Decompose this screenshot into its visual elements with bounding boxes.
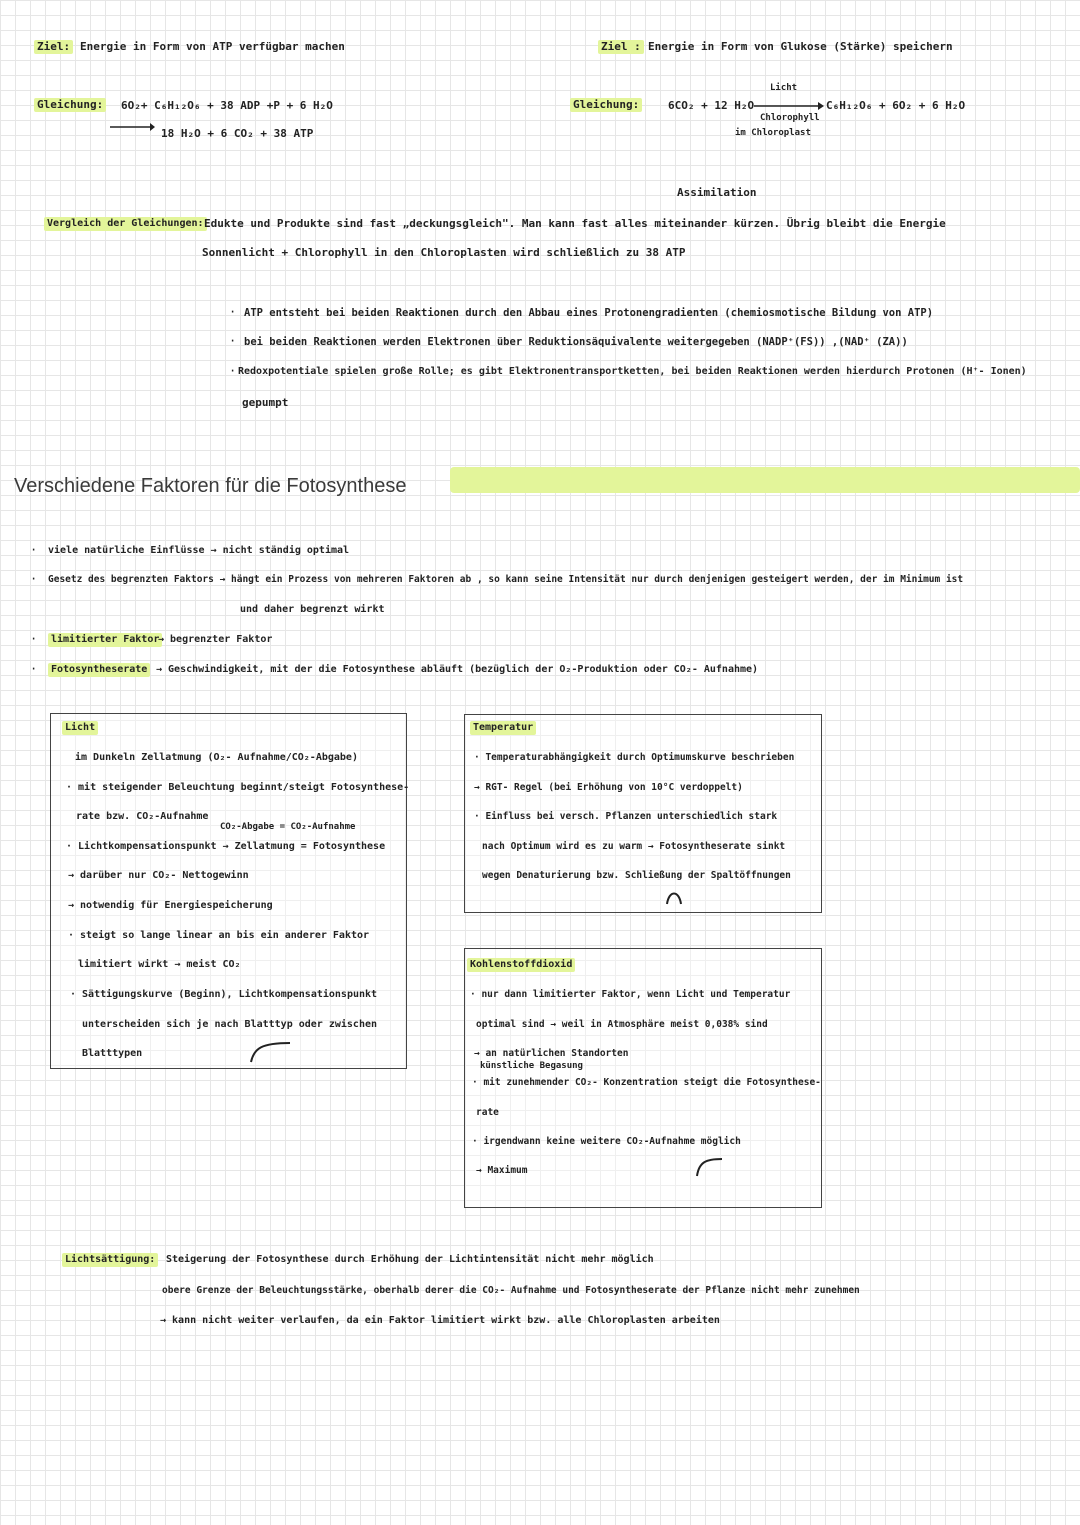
licht-line-7: · steigt so lange linear an bis ein anderer Faktor	[68, 930, 370, 941]
equation-below-chloroplast: im Chloroplast	[735, 128, 811, 138]
optimum-curve-icon	[664, 888, 684, 906]
fotosyntheserate-label: Fotosyntheserate	[48, 663, 150, 677]
gleichung-label-right: Gleichung:	[570, 98, 642, 112]
section-heading: Verschiedene Faktoren für die Fotosynthese	[14, 475, 407, 497]
bullet-top-3-cont: gepumpt	[242, 396, 289, 409]
co2-line-3: → an natürlichen Standorten	[474, 1048, 629, 1059]
co2-line-1: · nur dann limitierter Faktor, wenn Licht und Temperatur	[470, 989, 791, 1000]
vergleich-label: Vergleich der Gleichungen:	[44, 217, 207, 231]
bullet-top-2: bei beiden Reaktionen werden Elektronen über Reduktionsäquivalente weitergegeben (NADP⁺(FS)) ,(NAD⁺ (ZA))	[244, 336, 908, 348]
ziel-text-right: Energie in Form von Glukose (Stärke) speichern	[648, 40, 953, 53]
licht-small-note: CO₂-Abgabe = CO₂-Aufnahme	[220, 822, 356, 832]
licht-line-10: unterscheiden sich je nach Blatttyp oder zwischen	[82, 1019, 378, 1030]
limitierter-faktor-label: limitierter Faktor	[48, 633, 162, 647]
bullet-dot-icon: ·	[229, 334, 237, 348]
bullet-dot-icon: ·	[229, 364, 237, 378]
licht-line-2: · mit steigender Beleuchtung beginnt/steigt Fotosynthese-	[66, 782, 410, 793]
factor-line-1: viele natürliche Einflüsse → nicht ständig optimal	[48, 545, 350, 556]
limitierter-faktor-text: → begrenzter Faktor	[158, 634, 273, 645]
equation-right-right: C₆H₁₂O₆ + 6O₂ + 6 H₂O	[826, 99, 966, 112]
ziel-label-left: Ziel:	[34, 40, 73, 54]
temp-line-2: → RGT- Regel (bei Erhöhung von 10°C verdoppelt)	[474, 782, 743, 793]
co2-line-5: · mit zunehmender CO₂- Konzentration steigt die Fotosynthese-	[472, 1077, 821, 1088]
co2-line-2: optimal sind → weil in Atmosphäre meist 0,038% sind	[476, 1019, 768, 1030]
licht-line-4: · Lichtkompensationspunkt → Zellatmung = Fotosynthese	[66, 841, 386, 852]
licht-line-6: → notwendig für Energiespeicherung	[68, 900, 273, 911]
licht-line-3: rate bzw. CO₂-Aufnahme	[76, 811, 209, 822]
licht-line-5: → darüber nur CO₂- Nettogewinn	[68, 870, 249, 881]
equation-above-arrow: Licht	[770, 83, 798, 93]
gleichung-label-left: Gleichung:	[34, 98, 106, 112]
maximum-curve-icon	[694, 1156, 724, 1178]
temp-line-1: · Temperaturabhängigkeit durch Optimumskurve beschrieben	[474, 752, 795, 763]
heading-highlight-bar	[450, 467, 1080, 493]
co2-line-7: · irgendwann keine weitere CO₂-Aufnahme möglich	[472, 1136, 741, 1147]
bullet-top-3: Redoxpotentiale spielen große Rolle; es gibt Elektronentransportketten, bei beiden Reaktionen werden hierdurch Protonen (H⁺- Ionen)	[238, 366, 1027, 377]
bullet-dot-icon: ·	[229, 305, 237, 319]
co2-line-4: künstliche Begasung	[480, 1061, 583, 1071]
ziel-text-left: Energie in Form von ATP verfügbar machen	[80, 40, 345, 53]
lichtsaettigung-line2: obere Grenze der Beleuchtungsstärke, oberhalb derer die CO₂- Aufnahme und Fotosyntheserate der Pflanze nicht mehr zunehmen	[162, 1285, 860, 1296]
equation-right-left: 6CO₂ + 12 H₂O	[668, 99, 755, 112]
fotosyntheserate-text: → Geschwindigkeit, mit der die Fotosynthese abläuft (bezüglich der O₂-Produktion oder CO₂- Aufnahme)	[156, 664, 759, 675]
lichtsaettigung-label: Lichtsättigung:	[62, 1253, 158, 1267]
licht-line-1: im Dunkeln Zellatmung (O₂- Aufnahme/CO₂-Abgabe)	[75, 752, 358, 763]
equation-left-line2: 18 H₂O + 6 CO₂ + 38 ATP	[161, 127, 314, 140]
temperatur-box-title: Temperatur	[470, 721, 536, 735]
lichtsaettigung-line1: Steigerung der Fotosynthese durch Erhöhung der Lichtintensität nicht mehr möglich	[166, 1254, 654, 1265]
licht-box	[50, 713, 410, 1069]
kohlenstoffdioxid-box-title: Kohlenstoffdioxid	[467, 958, 575, 972]
licht-box-title: Licht	[62, 721, 98, 735]
reaction-arrow-icon	[110, 121, 155, 133]
co2-line-8: → Maximum	[476, 1165, 528, 1176]
lichtsaettigung-line3: → kann nicht weiter verlaufen, da ein Faktor limitiert wirkt bzw. alle Chloroplasten arbeiten	[160, 1315, 720, 1326]
co2-line-6: rate	[476, 1107, 499, 1118]
equation-left-line1: 6O₂+ C₆H₁₂O₆ + 38 ADP +P + 6 H₂O	[121, 99, 333, 112]
vergleich-line2: Sonnenlicht + Chlorophyll in den Chloroplasten wird schließlich zu 38 ATP	[202, 246, 686, 259]
bullet-dot-icon: ·	[30, 662, 38, 676]
bullet-top-1: ATP entsteht bei beiden Reaktionen durch den Abbau eines Protonengradienten (chemiosmotische Bildung von ATP)	[244, 307, 934, 319]
licht-line-9: · Sättigungskurve (Beginn), Lichtkompensationspunkt	[70, 989, 378, 1000]
licht-line-11: Blatttypen	[82, 1048, 143, 1059]
bullet-dot-icon: ·	[30, 572, 38, 586]
factor-line-2: Gesetz des begrenzten Faktors → hängt ein Prozess von mehreren Faktoren ab , so kann seine Intensität nur durch denjenigen gesteigert werden, der im Minimum ist	[48, 574, 964, 585]
factor-line-2-cont: und daher begrenzt wirkt	[240, 604, 385, 615]
temp-line-4: nach Optimum wird es zu warm → Fotosyntheserate sinkt	[482, 841, 786, 852]
temp-line-5: wegen Denaturierung bzw. Schließung der Spaltöffnungen	[482, 870, 791, 881]
ziel-label-right: Ziel :	[598, 40, 644, 54]
vergleich-line1: Edukte und Produkte sind fast „deckungsgleich". Man kann fast alles miteinander kürzen. Übrig bleibt die Energie	[204, 217, 946, 230]
bullet-dot-icon: ·	[30, 543, 38, 557]
assimilation-label: Assimilation	[677, 186, 757, 199]
licht-line-8: limitiert wirkt → meist CO₂	[78, 959, 241, 970]
reaction-arrow-icon	[754, 100, 824, 112]
temp-line-3: · Einfluss bei versch. Pflanzen unterschiedlich stark	[474, 811, 778, 822]
saturation-curve-icon	[248, 1040, 293, 1064]
equation-below-chlorophyll: Chlorophyll	[760, 113, 820, 123]
bullet-dot-icon: ·	[30, 632, 38, 646]
